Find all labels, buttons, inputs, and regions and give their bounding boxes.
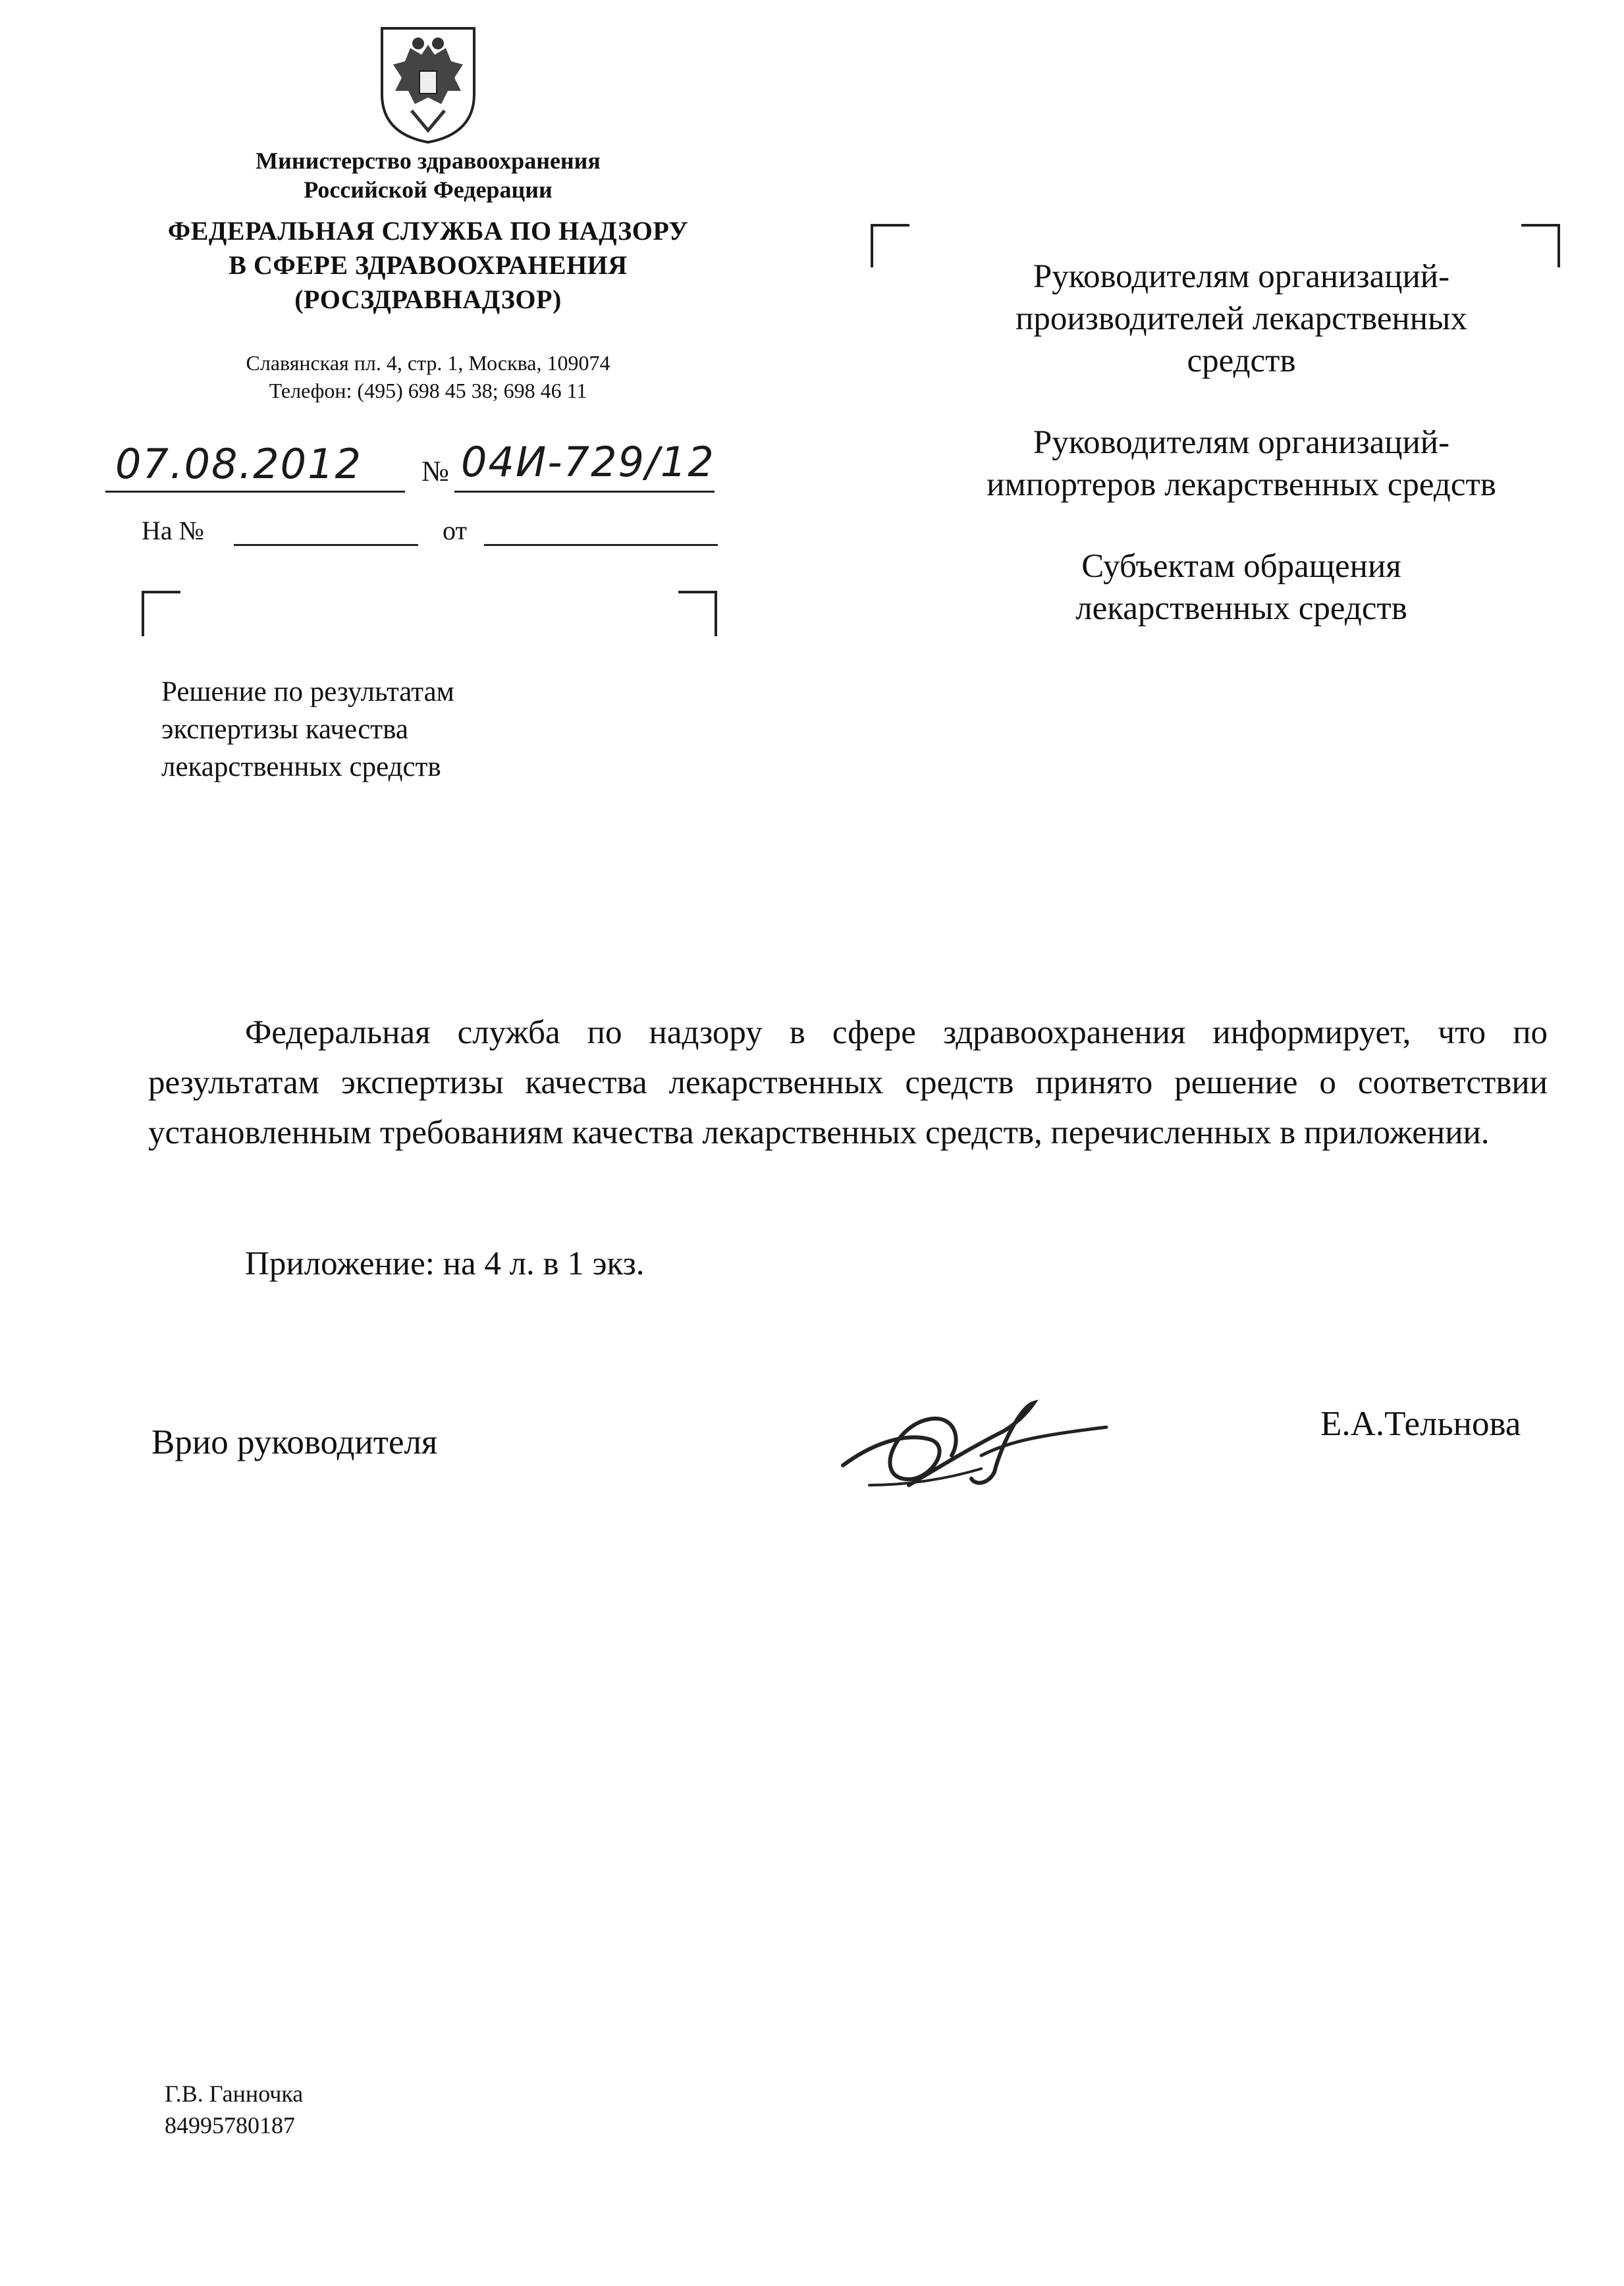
body-paragraph: Федеральная служба по надзору в сфере здравоохранения информирует, что по результатам экспертизы качества лекарственных средств принято решение о соответствии установленным требованиям качества лекарственных средств, перечисленных в приложении. bbox=[148, 1014, 1548, 1151]
number-sign: № bbox=[421, 455, 449, 487]
recipient-subjects: Субъектам обращения лекарственных средств bbox=[1075, 548, 1407, 627]
registration-number: 04И-729/12 bbox=[461, 438, 715, 486]
subject-bracket-left bbox=[142, 591, 180, 636]
executor-name: Г.В. Ганночка bbox=[165, 2081, 304, 2107]
letter-body bbox=[148, 1008, 1548, 1158]
letter-subject: Решение по результатам экспертизы качества лекарственных средств bbox=[161, 676, 454, 782]
registration-date: 07.08.2012 bbox=[115, 440, 362, 488]
signer-role: Врио руководителя bbox=[151, 1423, 438, 1461]
executor-phone: 84995780187 bbox=[165, 2112, 295, 2138]
reply-from-label: от bbox=[443, 516, 467, 545]
ministry-name: Министерство здравоохранения Российской Федерации bbox=[256, 148, 601, 203]
number-underline bbox=[454, 491, 715, 493]
recipient-manufacturers: Руководителям организаций- производителей лекарственных средств bbox=[1015, 258, 1467, 379]
handwritten-signature-icon bbox=[830, 1386, 1120, 1498]
reply-to-line bbox=[234, 544, 418, 546]
recipient-importers: Руководителям организаций- импортеров лекарственных средств bbox=[987, 424, 1496, 503]
attachment-note: Приложение: на 4 л. в 1 экз. bbox=[245, 1245, 645, 1282]
recipient-bracket-left bbox=[871, 224, 909, 267]
service-address: Славянская пл. 4, стр. 1, Москва, 109074 Телефон: (495) 698 45 38; 698 46 11 bbox=[246, 351, 610, 402]
reply-to-label: На № bbox=[142, 516, 204, 545]
subject-bracket-right bbox=[678, 591, 717, 636]
coat-of-arms-icon bbox=[379, 25, 477, 145]
reply-from-line bbox=[484, 544, 718, 546]
signer-name: Е.А.Тельнова bbox=[1320, 1405, 1521, 1443]
date-underline bbox=[105, 491, 405, 493]
executor-block bbox=[165, 2078, 303, 2141]
service-name: ФЕДЕРАЛЬНАЯ СЛУЖБА ПО НАДЗОРУ В СФЕРЕ ЗДРАВООХРАНЕНИЯ (РОСЗДРАВНАДЗОР) bbox=[167, 216, 689, 314]
recipients-block bbox=[912, 256, 1571, 669]
